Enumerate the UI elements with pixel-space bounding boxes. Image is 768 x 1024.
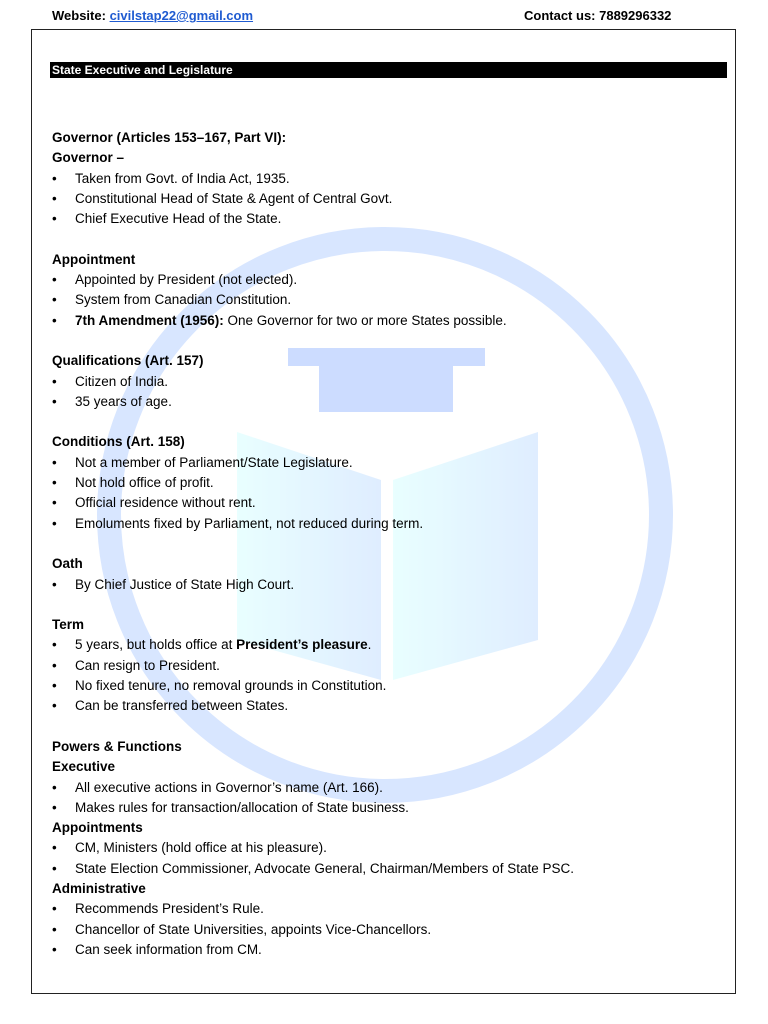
list-item: • Can seek information from CM. [52, 940, 732, 960]
list-item: • Citizen of India. [52, 372, 732, 392]
appointment-list [52, 270, 732, 331]
governor-title: Governor (Articles 153–167, Part VI): [52, 130, 287, 145]
list-item: • Chancellor of State Universities, appoints Vice-Chancellors. [52, 920, 732, 940]
executive-heading: Executive [52, 759, 116, 775]
appointments-list [52, 838, 732, 879]
list-item: • State Election Commissioner, Advocate General, Chairman/Members of State PSC. [52, 859, 732, 879]
list-item: • By Chief Justice of State High Court. [52, 575, 732, 595]
section-banner: State Executive and Legislature [50, 62, 727, 78]
contact-line: Contact us: 7889296332 [524, 8, 672, 23]
term-heading: Term [52, 617, 85, 633]
appointment-heading: Appointment [52, 251, 136, 267]
list-item: • Official residence without rent. [52, 493, 732, 513]
list-item: • Not hold office of profit. [52, 473, 732, 493]
list-item: • Recommends President’s Rule. [52, 899, 732, 919]
document-content [52, 128, 732, 960]
term-first-bold: President’s pleasure [236, 637, 368, 653]
list-item: • Chief Executive Head of the State. [52, 209, 732, 229]
list-item: • 35 years of age. [52, 392, 732, 412]
list-item: • Appointed by President (not elected). [52, 270, 732, 290]
list-item: • Can be transferred between States. [52, 696, 732, 716]
executive-list [52, 778, 732, 819]
list-item: • CM, Ministers (hold office at his pleasure). [52, 838, 732, 858]
list-item: • Emoluments fixed by Parliament, not reduced during term. [52, 514, 732, 534]
term-first-post: . [367, 637, 372, 653]
qualifications-list [52, 372, 732, 413]
oath-list [52, 575, 732, 595]
qualifications-heading: Qualifications (Art. 157) [52, 353, 204, 369]
term-list [52, 635, 732, 716]
governor-label: Governor – [52, 150, 125, 166]
conditions-list [52, 453, 732, 534]
term-first-pre: 5 years, but holds office at [75, 637, 237, 653]
administrative-list [52, 899, 732, 960]
list-item: • All executive actions in Governor’s name (Art. 166). [52, 778, 732, 798]
list-item: • Taken from Govt. of India Act, 1935. [52, 169, 732, 189]
list-item [52, 311, 732, 331]
amendment-bold: 7th Amendment (1956): [75, 312, 224, 328]
website-line [52, 8, 253, 23]
list-item: • No fixed tenure, no removal grounds in Constitution. [52, 676, 732, 696]
conditions-heading: Conditions (Art. 158) [52, 434, 185, 450]
list-item: • System from Canadian Constitution. [52, 290, 732, 310]
amendment-text: One Governor for two or more States possible. [223, 312, 507, 328]
administrative-heading: Administrative [52, 880, 146, 896]
powers-heading: Powers & Functions [52, 738, 182, 754]
list-item: • Can resign to President. [52, 656, 732, 676]
governor-list [52, 169, 732, 230]
list-item: • Makes rules for transaction/allocation of State business. [52, 798, 732, 818]
list-item [52, 635, 732, 655]
website-link[interactable]: civilstap22@gmail.com [109, 8, 254, 23]
website-label: Website: [52, 8, 110, 23]
oath-heading: Oath [52, 556, 83, 572]
list-item: • Not a member of Parliament/State Legislature. [52, 453, 732, 473]
list-item: • Constitutional Head of State & Agent of Central Govt. [52, 189, 732, 209]
appointments-heading: Appointments [52, 820, 143, 836]
